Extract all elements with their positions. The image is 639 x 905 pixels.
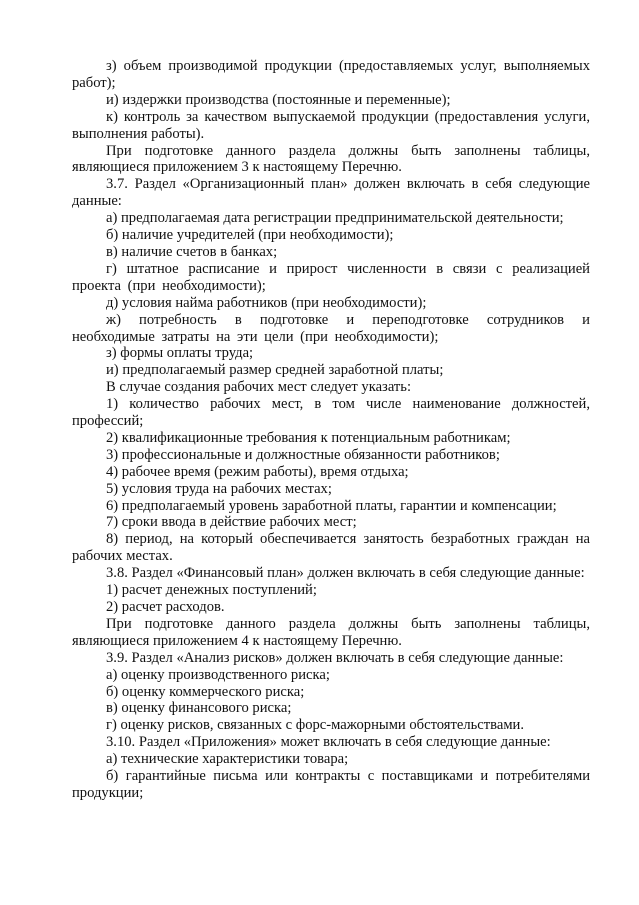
paragraph-item-d-hiring: д) условия найма работников (при необходимости);: [106, 294, 427, 311]
paragraph-job-5-conditions: 5) условия труда на рабочих местах;: [106, 480, 332, 497]
paragraph-appendix-a-specs: а) технические характеристики товара;: [106, 751, 349, 768]
paragraph-fin-1-income: 1) расчет денежных поступлений;: [106, 582, 317, 599]
paragraph-section-3-10: 3.10. Раздел «Приложения» может включать в себя следующие данные:: [106, 734, 551, 751]
paragraph-job-2-qualification: 2) квалификационные требования к потенциальным работникам;: [106, 429, 511, 446]
paragraph-job-8-period: 8) период, на который обеспечивается занятость безработных граждан на рабочих местах.: [72, 531, 590, 565]
paragraph-job-1-count: 1) количество рабочих мест, в том числе наименование должностей, профессий;: [72, 396, 590, 430]
paragraph-risk-a-production: а) оценку производственного риска;: [106, 666, 330, 683]
paragraph-section-3-7: 3.7. Раздел «Организационный план» должен включать в себя следующие данные:: [72, 176, 590, 210]
paragraph-item-i-salary: и) предполагаемый размер средней заработной платы;: [106, 362, 444, 379]
paragraph-risk-b-commercial: б) оценку коммерческого риска;: [106, 683, 305, 700]
paragraph-appendix-b-letters: б) гарантийные письма или контракты с поставщиками и потребителями продукции;: [72, 768, 590, 801]
paragraph-item-b-founders: б) наличие учредителей (при необходимости);: [106, 227, 394, 244]
paragraph-item-zh-training: ж) потребность в подготовке и переподготовке сотрудников и необходимые затраты на эти цели (при необходимости);: [72, 311, 590, 345]
paragraph-item-z-volume: з) объем производимой продукции (предоставляемых услуг, выполняемых работ);: [72, 58, 590, 91]
paragraph-tables-appendix-3: При подготовке данного раздела должны быть заполнены таблицы, являющиеся приложением 3 к настоящему Перечню.: [72, 142, 590, 176]
paragraph-item-k-quality: к) контроль за качеством выпускаемой продукции (предоставления услуги, выполнения работы).: [72, 108, 590, 142]
paragraph-item-z-pay-forms: з) формы оплаты труда;: [106, 345, 254, 362]
paragraph-job-4-work-time: 4) рабочее время (режим работы), время отдыха;: [106, 463, 409, 480]
paragraph-job-6-wages: 6) предполагаемый уровень заработной платы, гарантии и компенсации;: [106, 497, 557, 514]
document-body: [72, 58, 590, 802]
paragraph-fin-2-expenses: 2) расчет расходов.: [106, 599, 225, 615]
paragraph-item-a-registration: а) предполагаемая дата регистрации предпринимательской деятельности;: [106, 210, 564, 227]
paragraph-risk-g-force-majeure: г) оценку рисков, связанных с форс-мажорными обстоятельствами.: [106, 717, 525, 734]
paragraph-item-g-staffing: г) штатное расписание и прирост численности в связи с реализацией проекта (при необходимости);: [72, 260, 590, 294]
paragraph-job-7-deadlines: 7) сроки ввода в действие рабочих мест;: [106, 514, 357, 531]
paragraph-jobs-intro: В случае создания рабочих мест следует указать:: [106, 379, 412, 396]
paragraph-section-3-9: 3.9. Раздел «Анализ рисков» должен включать в себя следующие данные:: [106, 649, 564, 666]
paragraph-section-3-8: 3.8. Раздел «Финансовый план» должен включать в себя следующие данные:: [106, 565, 585, 582]
paragraph-risk-v-financial: в) оценку финансового риска;: [106, 700, 292, 717]
paragraph-item-v-bank-accounts: в) наличие счетов в банках;: [106, 243, 278, 260]
paragraph-item-i-costs: и) издержки производства (постоянные и переменные);: [106, 91, 451, 108]
paragraph-tables-appendix-4: При подготовке данного раздела должны быть заполнены таблицы, являющиеся приложением 4 к настоящему Перечню.: [72, 615, 590, 649]
paragraph-job-3-duties: 3) профессиональные и должностные обязанности работников;: [106, 446, 500, 463]
